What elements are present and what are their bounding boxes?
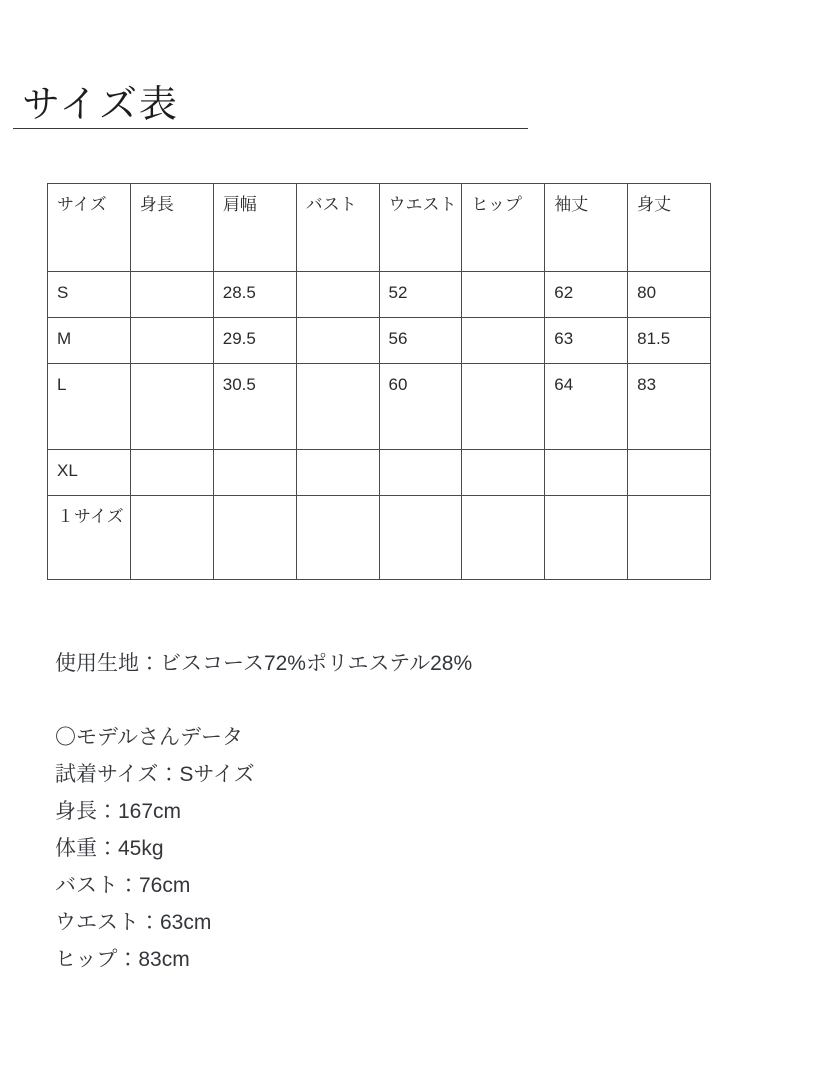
table-row — [48, 450, 711, 496]
table-header-row — [48, 184, 711, 272]
cell-length — [628, 496, 711, 580]
cell-size: M — [48, 318, 131, 364]
cell-waist — [379, 450, 462, 496]
notes-spacer — [55, 682, 575, 719]
cell-size: １サイズ — [48, 496, 131, 580]
column-header-waist: ウエスト — [379, 184, 462, 272]
cell-sleeve: 64 — [545, 364, 628, 450]
cell-waist: 56 — [379, 318, 462, 364]
cell-sleeve: 63 — [545, 318, 628, 364]
table-row — [48, 364, 711, 450]
fabric-composition-text: 使用生地：ビスコース72%ポリエステル28% — [55, 652, 473, 675]
cell-hip — [462, 318, 545, 364]
column-header-height: 身長 — [130, 184, 213, 272]
title-divider — [13, 128, 528, 129]
column-header-length: 身丈 — [628, 184, 711, 272]
model-hip: ヒップ：83cm — [55, 948, 190, 971]
cell-bust — [296, 450, 379, 496]
notes-section — [55, 645, 575, 978]
cell-bust — [296, 318, 379, 364]
cell-hip — [462, 364, 545, 450]
cell-shoulder — [213, 450, 296, 496]
cell-size: XL — [48, 450, 131, 496]
cell-height — [130, 496, 213, 580]
model-waist: ウエスト：63cm — [55, 911, 212, 934]
cell-sleeve — [545, 450, 628, 496]
column-header-sleeve: 袖丈 — [545, 184, 628, 272]
cell-bust — [296, 364, 379, 450]
cell-hip — [462, 272, 545, 318]
cell-length: 80 — [628, 272, 711, 318]
cell-bust — [296, 496, 379, 580]
model-bust: バスト：76cm — [55, 874, 191, 897]
cell-shoulder — [213, 496, 296, 580]
cell-height — [130, 318, 213, 364]
cell-waist: 52 — [379, 272, 462, 318]
model-weight: 体重：45kg — [55, 837, 164, 860]
table-row — [48, 496, 711, 580]
cell-waist: 60 — [379, 364, 462, 450]
cell-length — [628, 450, 711, 496]
column-header-shoulder: 肩幅 — [213, 184, 296, 272]
cell-height — [130, 450, 213, 496]
column-header-hip: ヒップ — [462, 184, 545, 272]
cell-hip — [462, 496, 545, 580]
cell-length: 81.5 — [628, 318, 711, 364]
page-title: サイズ表 — [22, 84, 179, 127]
cell-hip — [462, 450, 545, 496]
cell-height — [130, 364, 213, 450]
cell-waist — [379, 496, 462, 580]
model-try-on-size: 試着サイズ：Sサイズ — [55, 763, 255, 786]
column-header-bust: バスト — [296, 184, 379, 272]
size-table — [47, 183, 711, 580]
cell-size: S — [48, 272, 131, 318]
column-header-size: サイズ — [48, 184, 131, 272]
cell-size: L — [48, 364, 131, 450]
cell-sleeve: 62 — [545, 272, 628, 318]
table-row — [48, 272, 711, 318]
cell-shoulder: 30.5 — [213, 364, 296, 450]
table-row — [48, 318, 711, 364]
cell-bust — [296, 272, 379, 318]
model-data-heading: 〇モデルさんデータ — [55, 726, 243, 749]
cell-shoulder: 29.5 — [213, 318, 296, 364]
cell-shoulder: 28.5 — [213, 272, 296, 318]
size-table-container — [47, 183, 710, 580]
cell-length: 83 — [628, 364, 711, 450]
cell-height — [130, 272, 213, 318]
cell-sleeve — [545, 496, 628, 580]
model-height: 身長：167cm — [55, 800, 182, 823]
